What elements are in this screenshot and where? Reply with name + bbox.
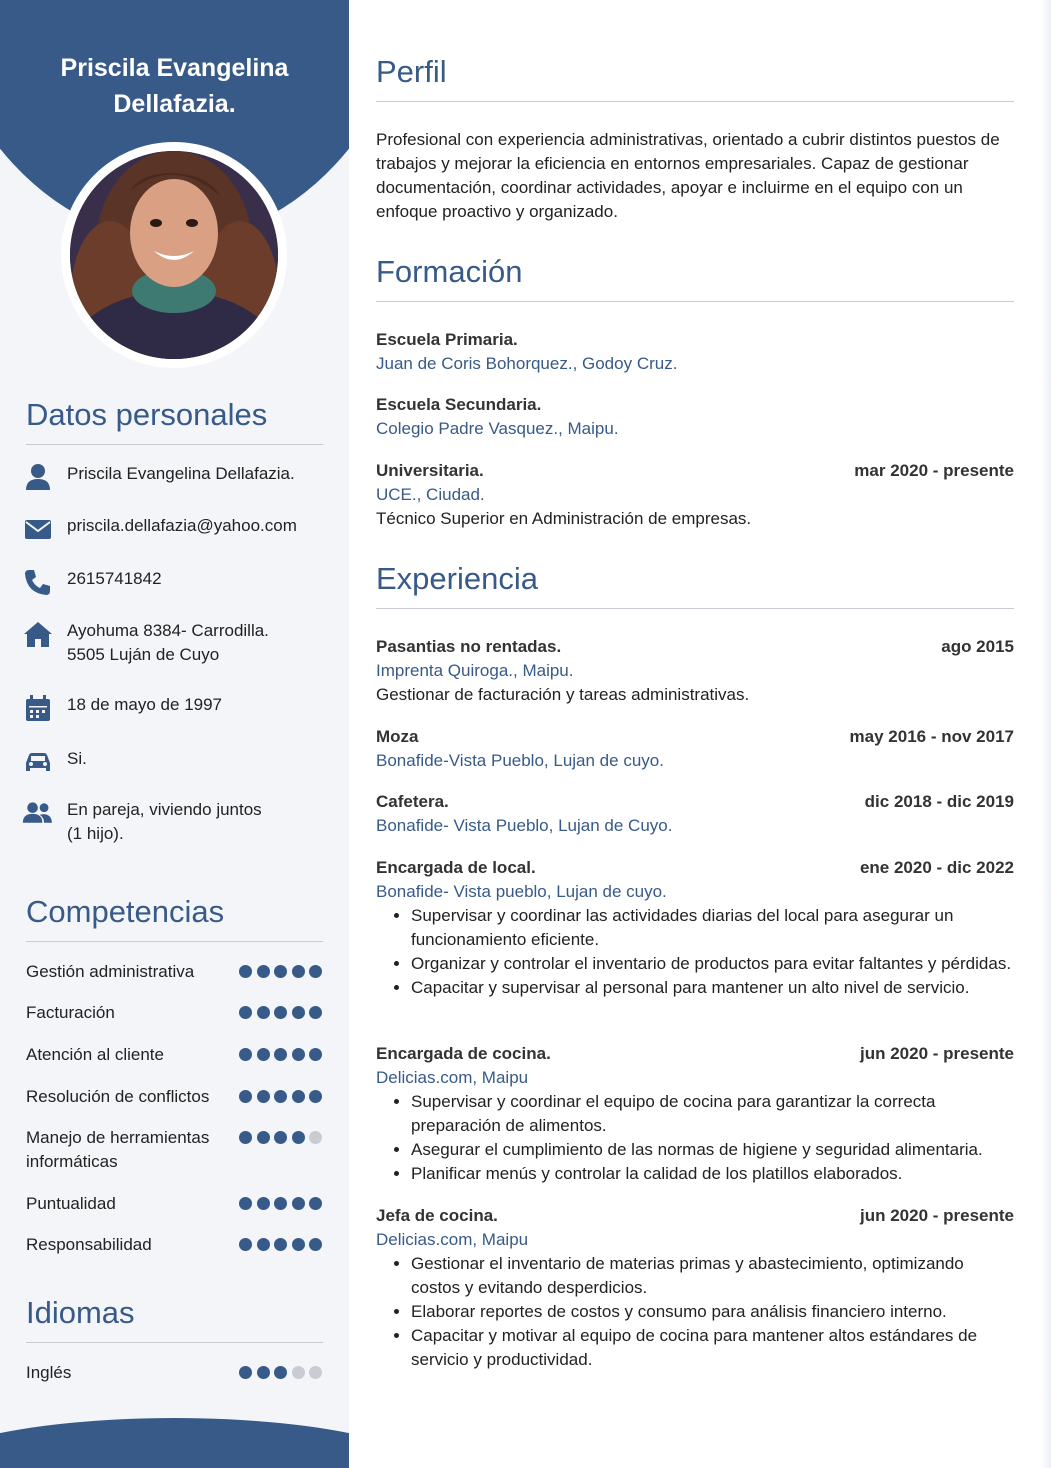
rating-dot-filled (292, 1090, 305, 1103)
family-line2: (1 hijo). (67, 824, 124, 843)
entry-organization: UCE., Ciudad. (376, 485, 485, 504)
skill-name-line2: informáticas (26, 1152, 118, 1171)
footer-background-shape (0, 1418, 349, 1468)
rating-dot-filled (274, 1048, 287, 1061)
profile-photo-image (70, 151, 278, 359)
entry-organization: Juan de Coris Bohorquez., Godoy Cruz. (376, 354, 678, 373)
rating-dot-empty (309, 1131, 322, 1144)
user-icon (22, 462, 56, 496)
entry-bullet-list (376, 1252, 1014, 1372)
entry-description: Gestionar de facturación y tareas administrativas. (376, 685, 750, 704)
skill-rating (239, 1090, 323, 1104)
entry-bullet: • Gestionar el inventario de materias primas y abastecimiento, optimizando costos y evitando desperdicios. (411, 1252, 1014, 1300)
personal-car-text: Si. (67, 749, 87, 768)
entry-organization: Imprenta Quiroga., Maipu. (376, 661, 574, 680)
rating-dot-filled (239, 1238, 252, 1251)
skill-name (26, 1126, 231, 1174)
rating-dot-filled (292, 1197, 305, 1210)
rating-dot-filled (239, 1131, 252, 1144)
entry-bullet: • Supervisar y coordinar las actividades diarias del local para asegurar un funcionamiento eficiente. (411, 904, 1014, 952)
rating-dot-filled (309, 965, 322, 978)
personal-data-title: Datos personales (26, 397, 268, 432)
experience-entry (376, 1204, 1014, 1372)
divider (376, 101, 1014, 102)
rating-dot-filled (274, 965, 287, 978)
entry-title: Moza (376, 727, 419, 746)
entry-bullet: • Supervisar y coordinar el equipo de cocina para garantizar la correcta preparación de alimentos. (411, 1090, 1014, 1138)
entry-bullet: • Capacitar y supervisar al personal para mantener un alto nivel de servicio. (411, 976, 1014, 1000)
rating-dot-filled (292, 1131, 305, 1144)
education-title: Formación (376, 254, 523, 289)
profile-text: Profesional con experiencia administrativas, orientado a cubrir distintos puestos de trabajos y mejorar la eficiencia en entornos empresariales. Capaz de gestionar documentación, coordinar actividades, apoyar e incluirme en el equipo con un enfoque proactivo y organizado. (376, 130, 1000, 221)
language-name: Inglés (26, 1363, 72, 1382)
experience-entry (376, 856, 1014, 1000)
rating-dot-filled (309, 1090, 322, 1103)
entry-title: Jefa de cocina. (376, 1206, 498, 1225)
skill-rating (239, 1197, 323, 1211)
skill-rating (239, 1006, 323, 1020)
entry-organization: Delicias.com, Maipu (376, 1230, 529, 1249)
rating-dot-filled (257, 1131, 270, 1144)
personal-email-text: priscila.dellafazia@yahoo.com (67, 516, 297, 535)
rating-dot-filled (257, 1006, 270, 1019)
entry-organization: Bonafide-Vista Pueblo, Lujan de cuyo. (376, 751, 664, 770)
divider (376, 608, 1014, 609)
rating-dot-filled (309, 1238, 322, 1251)
rating-dot-empty (309, 1366, 322, 1379)
rating-dot-filled (239, 965, 252, 978)
skill-name-line1: Manejo de herramientas (26, 1128, 210, 1147)
profile-title: Perfil (376, 54, 447, 89)
education-entry (376, 328, 1014, 376)
entry-date: ago 2015 (941, 637, 1014, 656)
rating-dot-filled (257, 1048, 270, 1061)
entry-description: Técnico Superior en Administración de empresas. (376, 509, 752, 528)
entry-title: Cafetera. (376, 792, 449, 811)
skill-rating (239, 965, 323, 979)
experience-entry (376, 725, 1014, 773)
language-rating (239, 1366, 323, 1380)
rating-dot-filled (292, 1238, 305, 1251)
skills-title: Competencias (26, 894, 225, 929)
rating-dot-filled (292, 965, 305, 978)
rating-dot-filled (239, 1366, 252, 1379)
entry-date: jun 2020 - presente (859, 1206, 1014, 1225)
calendar-icon (22, 693, 56, 727)
skill-name: Facturación (26, 1003, 115, 1022)
rating-dot-filled (257, 965, 270, 978)
rating-dot-filled (274, 1197, 287, 1210)
candidate-name (0, 50, 349, 122)
rating-dot-filled (274, 1090, 287, 1103)
rating-dot-filled (239, 1048, 252, 1061)
candidate-name-line1: Priscila Evangelina (60, 54, 289, 82)
entry-bullet-list (376, 1090, 1014, 1186)
rating-dot-filled (309, 1006, 322, 1019)
rating-dot-filled (257, 1238, 270, 1251)
rating-dot-filled (239, 1090, 252, 1103)
rating-dot-filled (257, 1197, 270, 1210)
rating-dot-filled (257, 1366, 270, 1379)
rating-dot-filled (239, 1006, 252, 1019)
experience-title: Experiencia (376, 561, 538, 596)
skill-name: Atención al cliente (26, 1045, 164, 1064)
entry-date: may 2016 - nov 2017 (849, 727, 1014, 746)
rating-dot-filled (239, 1197, 252, 1210)
personal-family-text (67, 798, 327, 846)
education-entry (376, 393, 1014, 441)
car-icon (22, 747, 56, 781)
rating-dot-filled (257, 1090, 270, 1103)
entry-title: Encargada de cocina. (376, 1044, 551, 1063)
entry-title: Pasantias no rentadas. (376, 637, 562, 656)
divider (26, 1342, 323, 1343)
profile-photo (61, 142, 287, 368)
page-edge-shadow (1041, 0, 1051, 1468)
rating-dot-filled (309, 1048, 322, 1061)
entry-organization: Bonafide- Vista pueblo, Lujan de cuyo. (376, 882, 667, 901)
entry-date: ene 2020 - dic 2022 (859, 858, 1014, 877)
rating-dot-filled (274, 1131, 287, 1144)
rating-dot-filled (309, 1197, 322, 1210)
entry-bullet: • Capacitar y motivar al equipo de cocina para mantener altos estándares de servicio y productividad. (411, 1324, 1014, 1372)
rating-dot-filled (274, 1238, 287, 1251)
entry-organization: Bonafide- Vista Pueblo, Lujan de Cuyo. (376, 816, 673, 835)
entry-bullet: • Planificar menús y controlar la calidad de los platillos elaborados. (411, 1162, 1014, 1186)
entry-bullet: • Elaborar reportes de costos y consumo para análisis financiero interno. (411, 1300, 1014, 1324)
home-icon (22, 619, 56, 653)
education-entry (376, 459, 1014, 531)
entry-title: Universitaria. (376, 461, 484, 480)
entry-date: dic 2018 - dic 2019 (864, 792, 1014, 811)
divider (26, 444, 323, 445)
entry-organization: Delicias.com, Maipu (376, 1068, 529, 1087)
skill-name: Puntualidad (26, 1194, 116, 1213)
address-line1: Ayohuma 8384- Carrodilla. (67, 621, 269, 640)
entry-date: jun 2020 - presente (859, 1044, 1014, 1063)
entry-date: mar 2020 - presente (854, 461, 1014, 480)
skill-name: Gestión administrativa (26, 962, 195, 981)
skill-name: Responsabilidad (26, 1235, 152, 1254)
rating-dot-filled (274, 1006, 287, 1019)
divider (26, 941, 323, 942)
personal-address-text (67, 619, 327, 667)
languages-title: Idiomas (26, 1295, 135, 1330)
sidebar (0, 0, 349, 1468)
rating-dot-filled (274, 1366, 287, 1379)
divider (376, 301, 1014, 302)
entry-organization: Colegio Padre Vasquez., Maipu. (376, 419, 619, 438)
family-line1: En pareja, viviendo juntos (67, 800, 262, 819)
entry-bullet-list (376, 904, 1014, 1000)
experience-entry (376, 635, 1014, 707)
users-icon (22, 798, 56, 832)
rating-dot-empty (292, 1366, 305, 1379)
rating-dot-filled (292, 1006, 305, 1019)
rating-dot-filled (292, 1048, 305, 1061)
experience-entry (376, 1042, 1014, 1186)
phone-icon (22, 567, 56, 601)
skill-name: Resolución de conflictos (26, 1087, 210, 1106)
personal-name-text: Priscila Evangelina Dellafazia. (67, 464, 295, 483)
entry-title: Escuela Primaria. (376, 330, 518, 349)
experience-entry (376, 790, 1014, 838)
personal-birthdate-text: 18 de mayo de 1997 (67, 695, 223, 714)
address-line2: 5505 Luján de Cuyo (67, 645, 220, 664)
personal-phone-text: 2615741842 (67, 569, 162, 588)
skill-rating (239, 1048, 323, 1062)
entry-bullet: • Organizar y controlar el inventario de productos para evitar faltantes y pérdidas. (411, 952, 1014, 976)
candidate-name-line2: Dellafazia. (113, 90, 236, 118)
entry-title: Escuela Secundaria. (376, 395, 542, 414)
entry-bullet: • Asegurar el cumplimiento de las normas de higiene y seguridad alimentaria. (411, 1138, 1014, 1162)
skill-rating (239, 1238, 323, 1252)
entry-title: Encargada de local. (376, 858, 536, 877)
skill-rating (239, 1131, 323, 1145)
envelope-icon (22, 514, 56, 548)
